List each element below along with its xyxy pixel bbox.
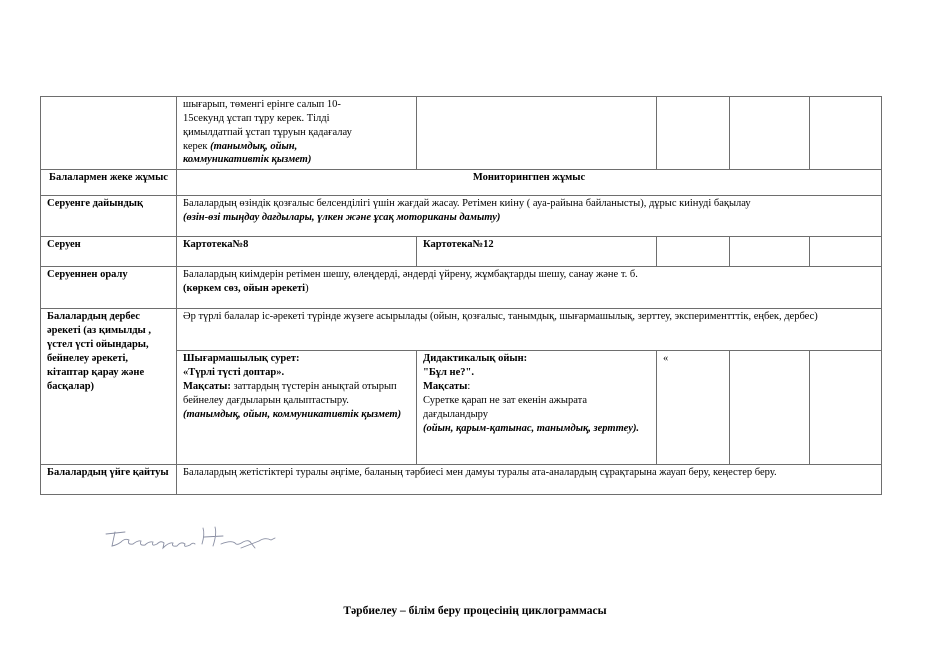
cell-empty: [657, 237, 730, 267]
row-label-walk: Серуен: [41, 237, 177, 267]
walk-card-12: Картотека№12: [417, 237, 657, 267]
art-italic: (танымдық, ойын, коммуникативтік қызмет): [183, 408, 402, 420]
independent-general-text: Әр түрлі балалар іс-әрекеті түрінде жүзеге асырылады (ойын, қозғалыс, танымдық, шығармашылық, зерттеу, экспериментттік, еңбек, дербес): [177, 309, 882, 351]
game-aim-text: Суретке қарап не зат екенін ажырата дағдыландыру: [423, 394, 587, 420]
continuation-line-1: шығарып, төменгі ерінге салып 10-: [183, 99, 341, 110]
cell-empty: [730, 237, 810, 267]
handwritten-signature: [103, 522, 293, 552]
table-row-walk: [41, 237, 882, 267]
cell-empty: [810, 351, 882, 465]
game-subtitle: "Бұл не?".: [423, 367, 474, 379]
game-aim-colon: :: [467, 381, 471, 393]
cell-empty: [730, 351, 810, 465]
return-text: Балалардың киімдерін ретімен шешу, өлеңдерді, әндерді үйрену, жұмбақтарды шешу, санау және т. б.: [183, 269, 638, 281]
cell-empty-label: [41, 97, 177, 170]
art-aim-text: заттардың түстерін анықтай отырып бейнелеу дағдыларын қалыптастыру.: [183, 381, 397, 406]
going-home-text: Балалардың жетістіктері туралы әңгіме, баланың тәрбиесі мен дамуы туралы ата-аналардың сұрақтарына жауап беру, кеңестер беру.: [177, 465, 882, 495]
game-aim-label: Мақсаты: [423, 381, 468, 393]
quote-mark-cell: [657, 351, 730, 465]
row-label-independent-activity: Балалардың дербес әрекеті (аз қимылды , үстел үсті ойындары, бейнелеу әрекеті, кітаптар қарау және басқалар): [41, 309, 177, 465]
art-activity-cell: [177, 351, 417, 465]
game-activity-cell: [417, 351, 657, 465]
table-row-walk-prep: [41, 196, 882, 237]
cell-empty: [417, 97, 657, 170]
return-content: [177, 267, 882, 309]
row-label-return: Серуеннен оралу: [41, 267, 177, 309]
row-label-going-home: Балалардың үйге қайтуы: [41, 465, 177, 495]
art-aim-label: Мақсаты:: [183, 381, 231, 393]
row-label-walk-prep: Серуенге дайындық: [41, 196, 177, 237]
quote-mark: «: [663, 353, 669, 365]
continuation-line-3: қимылдатпай ұстап тұруын қадағалау: [183, 126, 352, 138]
continuation-italic-1: (танымдық, ойын,: [210, 140, 298, 152]
return-bold-text: (көркем сөз, ойын әрекеті: [183, 283, 306, 295]
walk-prep-italic: (өзін-өзі тыңдау дағдылары, үлкен және ұсақ моториканы дамыту): [183, 212, 501, 224]
continuation-line-4: керек: [183, 140, 211, 152]
return-bold-close: ): [305, 283, 309, 295]
cell-continuation-text: [177, 97, 417, 170]
cell-empty: [657, 97, 730, 170]
table-row-going-home: [41, 465, 882, 495]
schedule-table: [40, 96, 882, 495]
game-title: Дидактикалық ойын:: [423, 353, 528, 365]
continuation-line-2: 15секунд ұстап тұру керек. Тілді: [183, 112, 330, 124]
table-row-independent-general: [41, 309, 882, 351]
monitoring-work-text: Мониторингпен жұмыс: [177, 170, 882, 196]
continuation-italic-2: коммуникативтік қызмет): [183, 154, 312, 166]
table-row-continuation: [41, 97, 882, 170]
table-row-individual-work: [41, 170, 882, 196]
walk-prep-text: Балалардың өзіндік қозғалыс белсенділігі үшін жағдай жасау. Ретімен киіну ( ауа-райына байланысты), дұрыс киінуді бақылау: [183, 198, 751, 210]
walk-card-8: Картотека№8: [177, 237, 417, 267]
cell-empty: [810, 97, 882, 170]
cell-empty: [810, 237, 882, 267]
row-label-individual-work: Балалармен жеке жұмыс: [41, 170, 177, 196]
game-italic: (ойын, қарым-қатынас, танымдық, зерттеу).: [423, 422, 640, 434]
art-subtitle: «Түрлі түсті доптар».: [183, 367, 285, 379]
walk-prep-content: [177, 196, 882, 237]
table-row-return: [41, 267, 882, 309]
cyclogram-title: Тәрбиелеу – білім беру процесінің циклограммасы: [343, 605, 607, 617]
cell-empty: [730, 97, 810, 170]
art-title: Шығармашылық сурет:: [183, 353, 300, 365]
